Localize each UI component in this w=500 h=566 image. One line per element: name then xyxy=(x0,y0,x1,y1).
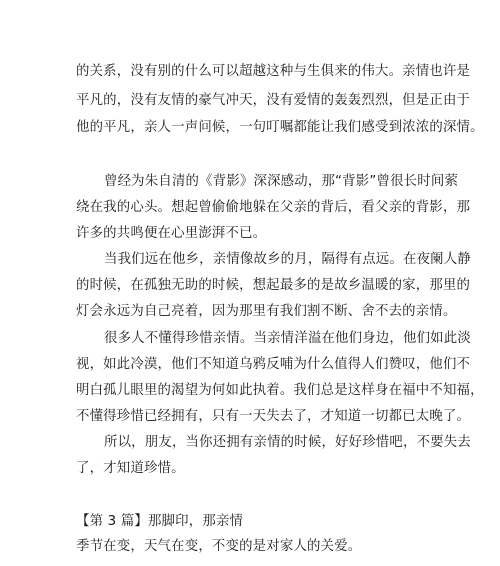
paragraph-1-line-3: 他的平凡，亲人一声问候，一句叮嘱都能让我们感受到浓浓的深情。 xyxy=(76,120,484,135)
paragraph-4-line-3: 明白孤儿眼里的渴望为何如此执着。我们总是这样身在福中不知福， xyxy=(76,383,484,398)
paragraph-4-line-1: 很多人不懂得珍惜亲情。当亲情洋溢在他们身边，他们如此淡 xyxy=(104,331,471,346)
paragraph-5-line-1: 所以，朋友，当你还拥有亲情的时候，好好珍惜吧，不要失去 xyxy=(104,435,471,450)
paragraph-4-line-4: 不懂得珍惜已经拥有，只有一天失去了，才知道一切都已太晚了。 xyxy=(76,409,471,424)
section-heading: 【第 3 篇】那脚印，那亲情 xyxy=(76,514,244,529)
paragraph-6-line-1: 季节在变，天气在变，不变的是对家人的关爱。 xyxy=(76,539,362,554)
paragraph-5-line-2: 了，才知道珍惜。 xyxy=(76,461,185,476)
paragraph-3-line-1: 当我们远在他乡，亲情像故乡的月，隔得有点远。在夜阑人静 xyxy=(104,252,471,267)
paragraph-2-line-2: 绕在我的心头。想起曾偷偷地躲在父亲的背后，看父亲的背影，那 xyxy=(76,200,471,215)
paragraph-4-line-2: 视，如此冷漠，他们不知道乌鸦反哺为什么值得人们赞叹，他们不 xyxy=(76,357,471,372)
paragraph-2-line-1: 曾经为朱自清的《背影》深深感动，那“背影”曾很长时间萦 xyxy=(104,174,459,189)
paragraph-3-line-2: 的时候，在孤独无助的时候，想起最多的是故乡温暖的家，那里的 xyxy=(76,278,471,293)
paragraph-3-line-3: 灯会永远为自己亮着，因为那里有我们割不断、舍不去的亲情。 xyxy=(76,304,457,319)
paragraph-1-line-1: 的关系，没有别的什么可以超越这种与生俱来的伟大。亲情也许是 xyxy=(76,64,471,79)
paragraph-2-line-3: 许多的共鸣便在心里澎湃不已。 xyxy=(76,226,267,241)
paragraph-1-line-2: 平凡的，没有友情的豪气冲天，没有爱情的轰轰烈烈，但是正由于 xyxy=(76,93,471,108)
